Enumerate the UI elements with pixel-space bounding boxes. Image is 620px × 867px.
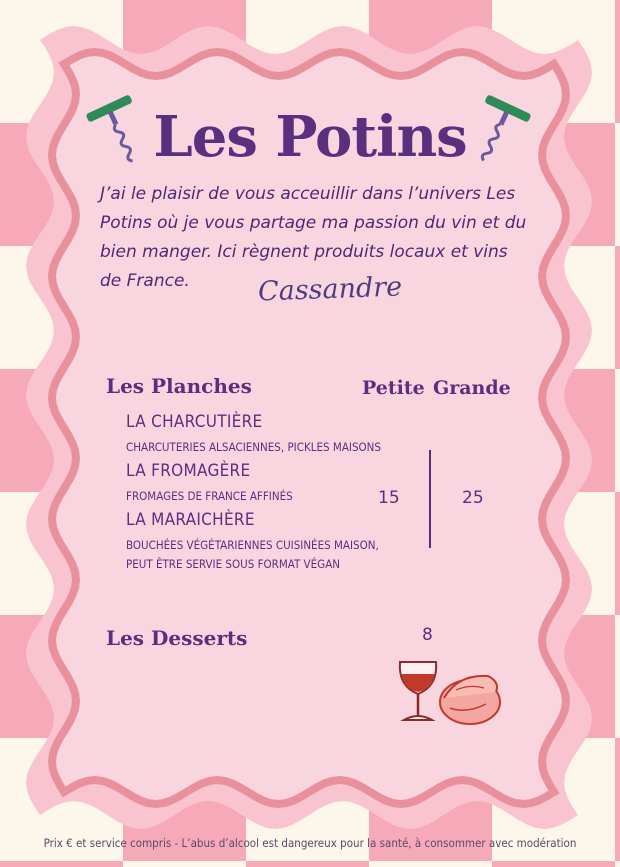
- menu-item-desc: PEUT ÊTRE SERVIE SOUS FORMAT VÉGAN: [126, 557, 341, 571]
- section-heading-desserts: Les Desserts: [106, 626, 248, 650]
- menu-item-name: LA FROMAGÈRE: [126, 461, 251, 481]
- menu-item-desc: CHARCUTERIES ALSACIENNES, PICKLES MAISONS: [126, 440, 381, 454]
- intro-line: bien manger. Ici règnent produits locaux et vins: [100, 242, 508, 262]
- page-title: Les Potins: [153, 104, 467, 170]
- section-heading-planches: Les Planches: [106, 374, 252, 398]
- intro-line: de France.: [100, 271, 190, 291]
- signature: Cassandre: [257, 271, 403, 308]
- column-heading-grande: Grande: [433, 377, 511, 399]
- intro-line: J’ai le plaisir de vous acceuillir dans l’univers Les: [100, 184, 516, 204]
- column-heading-petite: Petite: [362, 377, 425, 399]
- price-petite: 15: [378, 488, 400, 508]
- intro-line: Potins où je vous partage ma passion du vin et du: [100, 213, 527, 233]
- menu-item-name: LA MARAICHÈRE: [126, 510, 255, 530]
- footer-note: Prix € et service compris - L’abus d’alcool est dangereux pour la santé, à consommer avec modération: [43, 836, 577, 850]
- wine-glass-icon: [394, 658, 442, 726]
- cheese-icon: [436, 668, 504, 728]
- price-divider: [429, 450, 431, 548]
- price-desserts: 8: [422, 625, 433, 645]
- menu-item-name: LA CHARCUTIÈRE: [126, 412, 263, 432]
- menu-item-desc: BOUCHÉES VÉGÉTARIENNES CUISINÉES MAISON,: [126, 538, 379, 552]
- menu-item-desc: FROMAGES DE FRANCE AFFINÉS: [126, 489, 293, 503]
- price-grande: 25: [462, 488, 484, 508]
